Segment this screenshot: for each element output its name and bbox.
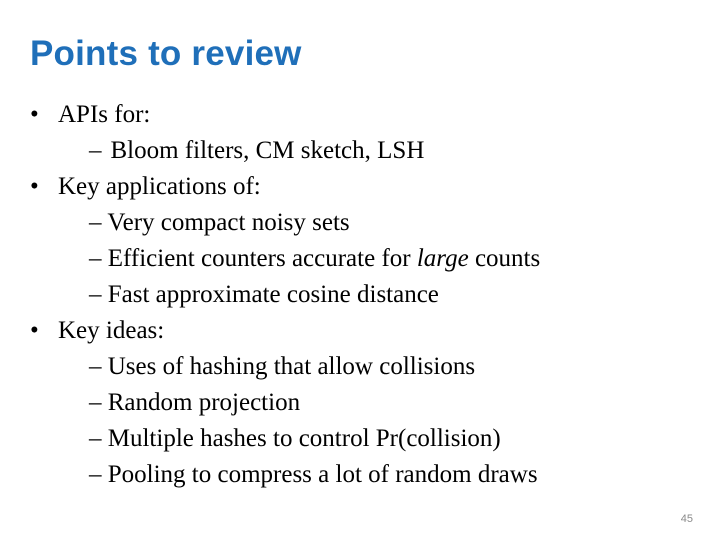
bullet-list xyxy=(30,97,690,493)
sub-bullet-text-before: Efficient counters accurate for xyxy=(107,245,417,272)
sub-bullet-text: Uses of hashing that allow collisions xyxy=(107,353,476,380)
sub-bullet-text-italic: large xyxy=(416,245,469,272)
bullet-text: APIs for: xyxy=(58,101,151,128)
dash-icon: – xyxy=(89,425,102,452)
sub-bullet xyxy=(30,277,690,313)
dash-icon: – xyxy=(89,353,102,380)
sub-bullet-text-after: counts xyxy=(468,245,541,272)
sub-bullet-text: Very compact noisy sets xyxy=(107,209,350,236)
sub-bullet xyxy=(30,349,690,385)
sub-bullet-text: Fast approximate cosine distance xyxy=(107,281,439,308)
sub-bullet xyxy=(30,133,690,169)
sub-bullet-text: Multiple hashes to control Pr(collision) xyxy=(107,425,501,452)
dash-icon: – xyxy=(89,209,102,236)
dash-icon: – xyxy=(89,281,102,308)
sub-bullet-text: Bloom filters, CM sketch, LSH xyxy=(110,137,425,164)
bullet-icon: • xyxy=(30,317,39,344)
dash-icon: – xyxy=(89,245,102,272)
page-number: 45 xyxy=(680,513,693,525)
sub-bullet xyxy=(30,205,690,241)
dash-icon: – xyxy=(89,461,102,488)
bullet-text: Key applications of: xyxy=(58,173,261,200)
sub-bullet xyxy=(30,457,690,493)
slide-title: Points to review xyxy=(30,34,302,73)
sub-bullet xyxy=(30,241,690,277)
dash-icon: – xyxy=(89,389,102,416)
bullet-icon: • xyxy=(30,101,39,128)
sub-bullet-text: Random projection xyxy=(107,389,301,416)
bullet-key-applications xyxy=(30,169,690,205)
dash-icon: – xyxy=(89,137,102,164)
sub-bullet xyxy=(30,385,690,421)
bullet-text: Key ideas: xyxy=(58,317,165,344)
bullet-icon: • xyxy=(30,173,39,200)
sub-bullet-text: Pooling to compress a lot of random draws xyxy=(107,461,538,488)
bullet-key-ideas xyxy=(30,313,690,349)
bullet-apis xyxy=(30,97,690,133)
sub-bullet xyxy=(30,421,690,457)
